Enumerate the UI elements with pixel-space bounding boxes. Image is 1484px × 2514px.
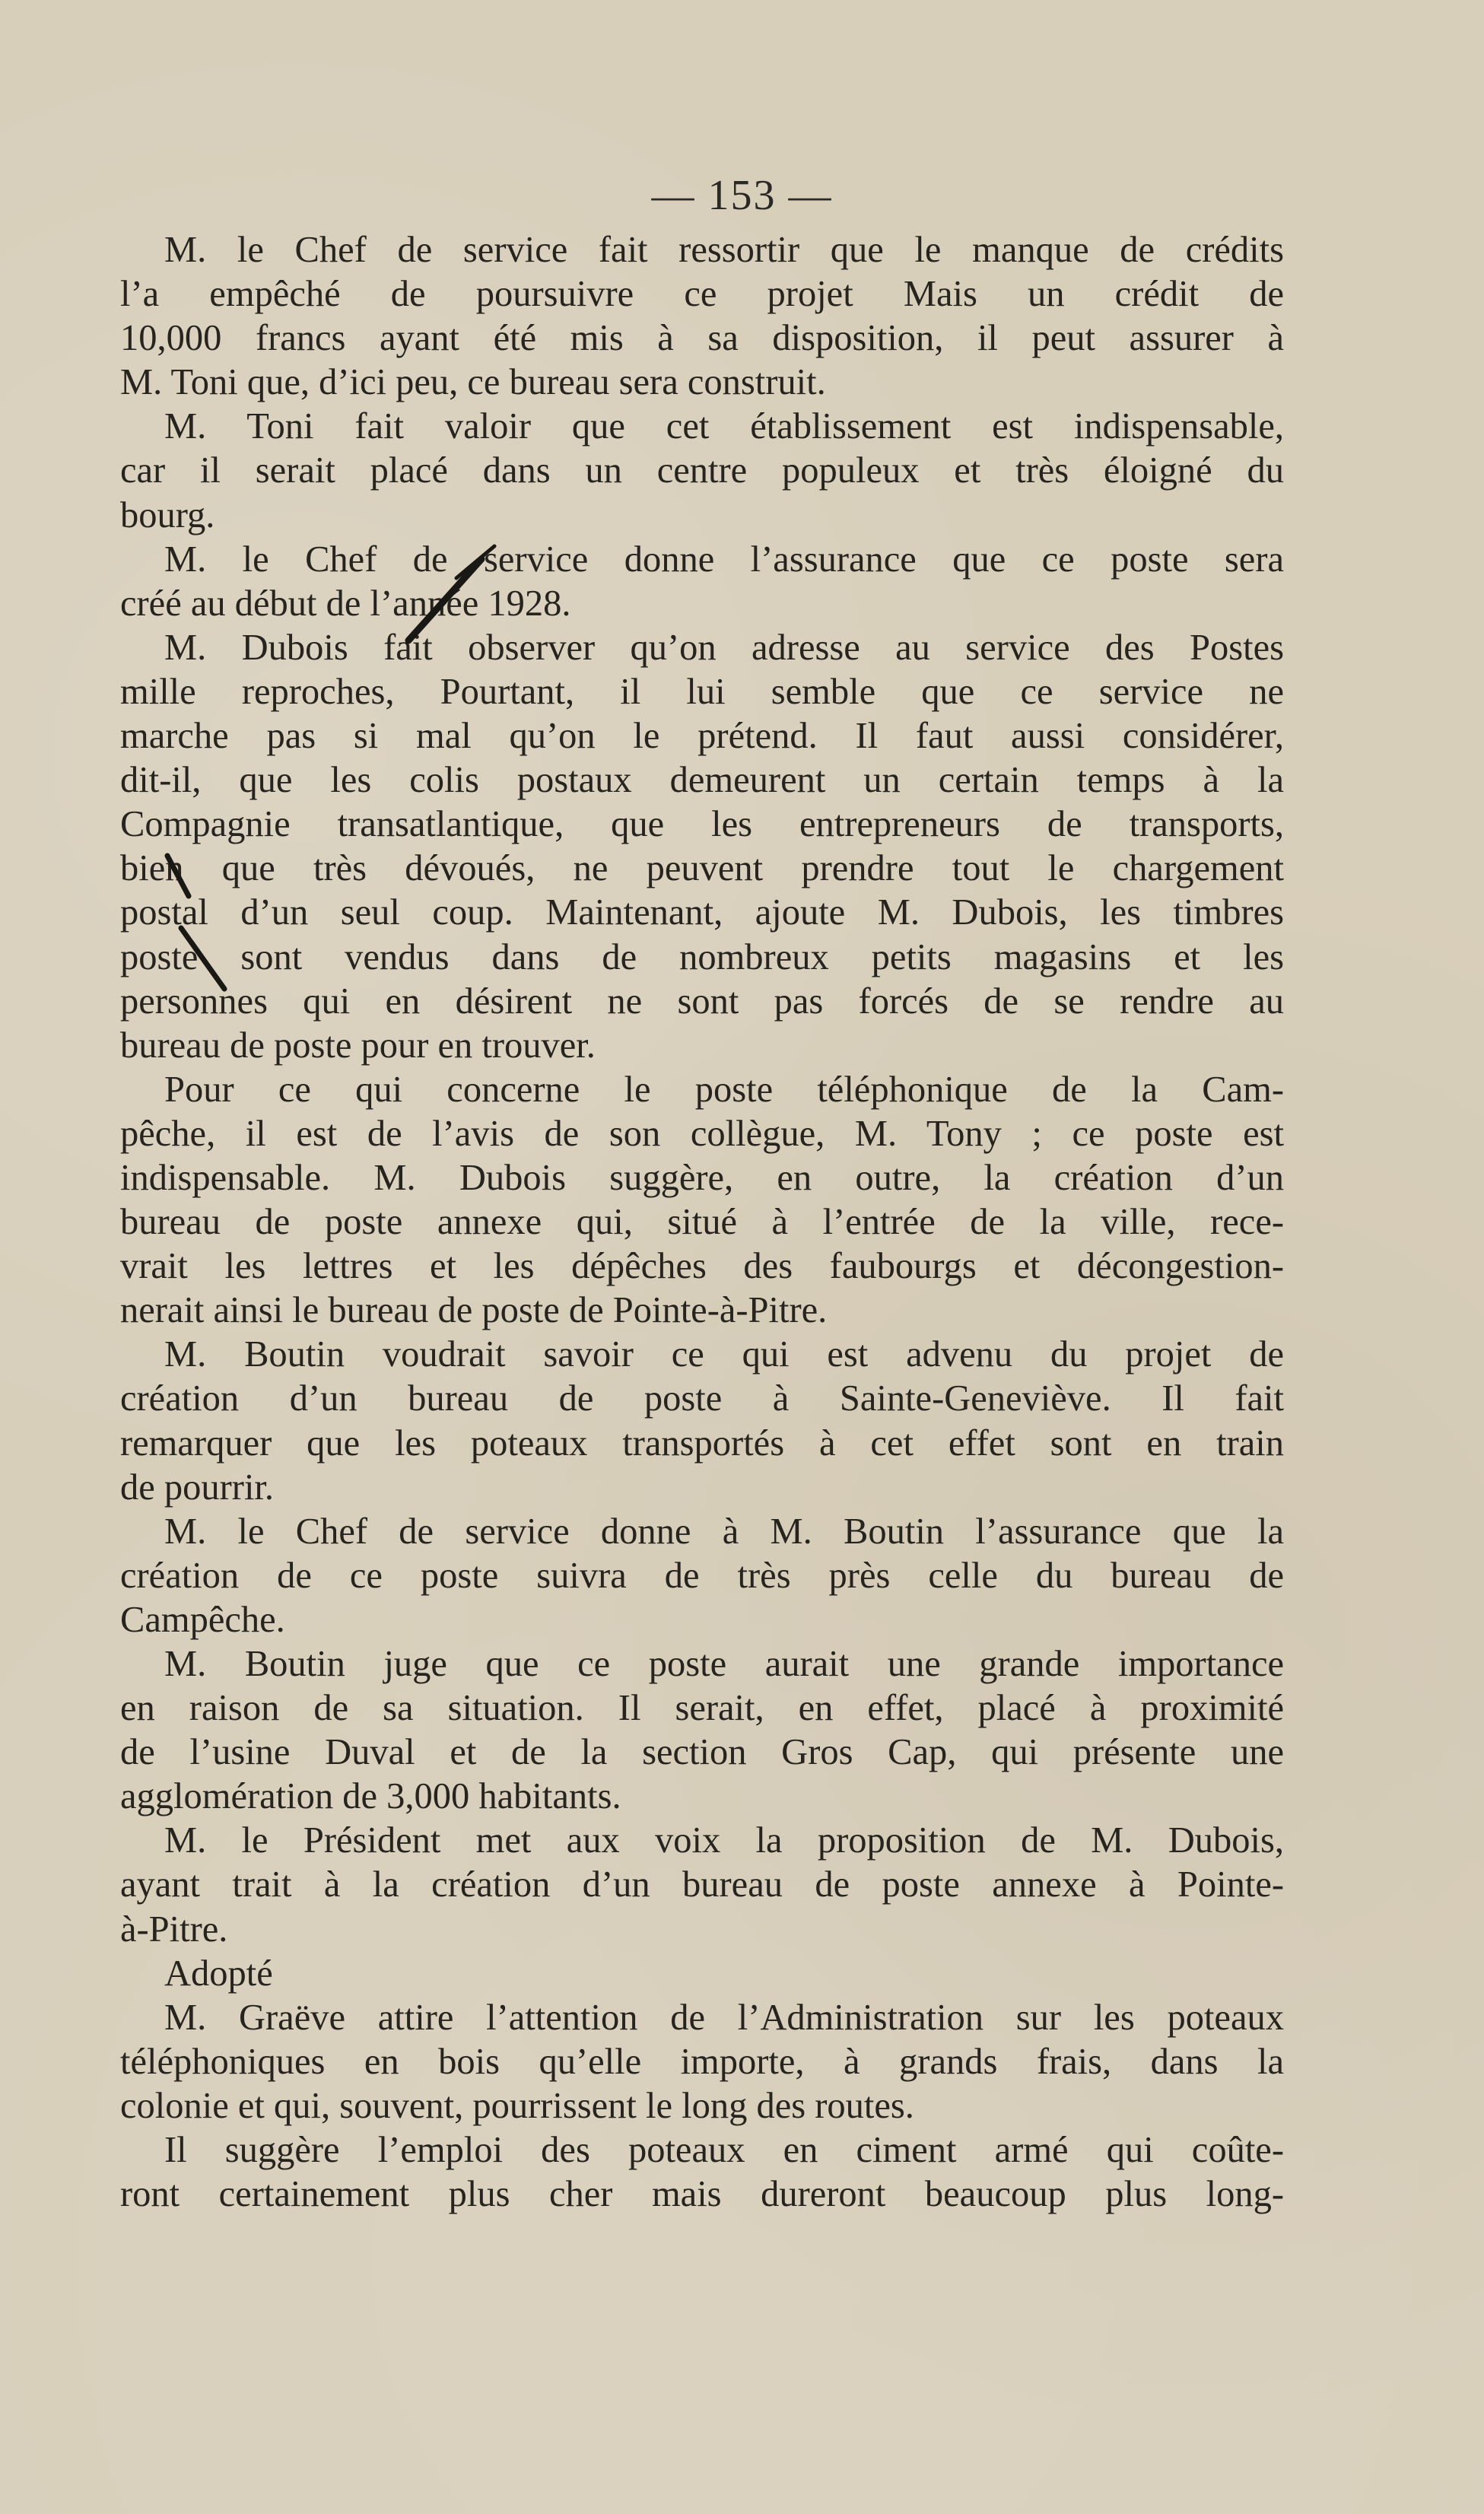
text-line: bureau de poste annexe qui, situé à l’entrée de la ville, rece- xyxy=(120,1202,1284,1243)
paragraph xyxy=(120,1068,1284,1333)
text-line: agglomération de 3,000 habitants. xyxy=(120,1776,621,1817)
text-line: postal d’un seul coup. Maintenant, ajoute M. Dubois, les timbres xyxy=(120,892,1284,933)
text-line: M. Boutin voudrait savoir ce qui est advenu du projet de xyxy=(164,1334,1284,1375)
text-line: vrait les lettres et les dépêches des faubourgs et décongestion- xyxy=(120,1246,1284,1287)
text-line: création d’un bureau de poste à Sainte-Geneviève. Il fait xyxy=(120,1378,1284,1419)
paragraph xyxy=(120,626,1284,1068)
text-line: 10,000 francs ayant été mis à sa disposition, il peut assurer à xyxy=(120,318,1284,359)
page-number: — 153 — xyxy=(651,172,833,219)
text-line: M. Graëve attire l’attention de l’Administration sur les poteaux xyxy=(164,1997,1284,2038)
text-line: ront certainement plus cher mais dureront beaucoup plus long- xyxy=(120,2174,1284,2215)
text-line: M. Dubois fait observer qu’on adresse au service des Postes xyxy=(164,627,1284,668)
text-line: M. le Chef de service donne à M. Boutin l’assurance que la xyxy=(164,1511,1284,1552)
text-line: l’a empêché de poursuivre ce projet Mais un crédit de xyxy=(120,274,1284,315)
text-line: M. le Président met aux voix la proposition de M. Dubois, xyxy=(164,1820,1284,1861)
text-line: poste sont vendus dans de nombreux petits magasins et les xyxy=(120,936,1284,977)
text-line: indispensable. M. Dubois suggère, en outre, la création d’un xyxy=(120,1157,1284,1198)
text-line: à-Pitre. xyxy=(120,1909,228,1950)
paragraph xyxy=(120,405,1284,537)
text-line: M. Boutin juge que ce poste aurait une grande importance xyxy=(164,1644,1284,1684)
text-line: Il suggère l’emploi des poteaux en ciment armé qui coûte- xyxy=(164,2130,1284,2171)
text-line: nerait ainsi le bureau de poste de Pointe-à-Pitre. xyxy=(120,1290,828,1331)
paragraph xyxy=(120,1996,1284,2128)
paragraph xyxy=(120,1642,1284,1819)
paragraph xyxy=(120,1819,1284,1951)
text-line: mille reproches, Pourtant, il lui semble que ce service ne xyxy=(120,671,1284,712)
paragraph xyxy=(120,538,1284,626)
text-line: M. le Chef de service fait ressortir que le manque de crédits xyxy=(164,230,1284,270)
text-line: M. le Chef de service donne l’assurance que ce poste sera xyxy=(164,539,1284,580)
text-line: personnes qui en désirent ne sont pas forcés de se rendre au xyxy=(120,980,1284,1022)
text-line: dit-il, que les colis postaux demeurent un certain temps à la xyxy=(120,760,1284,801)
text-line: colonie et qui, souvent, pourrissent le long des routes. xyxy=(120,2085,914,2126)
body-text xyxy=(120,228,1284,2217)
text-line: M. Toni fait valoir que cet établissement est indispensable, xyxy=(164,406,1284,447)
text-line: M. Toni que, d’ici peu, ce bureau sera construit. xyxy=(120,362,826,403)
text-line: car il serait placé dans un centre populeux et très éloigné du xyxy=(120,450,1284,491)
paragraph xyxy=(120,1333,1284,1509)
paragraph xyxy=(120,1952,1284,1996)
text-line: bourg. xyxy=(120,494,215,536)
text-line: Adopté xyxy=(164,1953,273,1994)
text-line: marche pas si mal qu’on le prétend. Il faut aussi considérer, xyxy=(120,716,1284,757)
paragraph xyxy=(120,2128,1284,2217)
text-line: Pour ce qui concerne le poste téléphonique de la Cam- xyxy=(164,1069,1284,1110)
paragraph xyxy=(120,228,1284,405)
text-line: création de ce poste suivra de très près celle du bureau de xyxy=(120,1555,1284,1596)
text-line: Compagnie transatlantique, que les entrepreneurs de transports, xyxy=(120,804,1284,845)
text-line: bien que très dévoués, ne peuvent prendre tout le chargement xyxy=(120,848,1284,889)
text-line: bureau de poste pour en trouver. xyxy=(120,1025,596,1066)
text-line: Campêche. xyxy=(120,1599,285,1640)
text-line: en raison de sa situation. Il serait, en effet, placé à proximité xyxy=(120,1688,1284,1729)
text-line: de l’usine Duval et de la section Gros Cap, qui présente une xyxy=(120,1732,1284,1773)
text-line: de pourrir. xyxy=(120,1467,275,1508)
text-line: créé au début de l’année 1928. xyxy=(120,583,571,624)
text-line: remarquer que les poteaux transportés à cet effet sont en train xyxy=(120,1422,1284,1464)
paragraph xyxy=(120,1510,1284,1642)
text-line: téléphoniques en bois qu’elle importe, à grands frais, dans la xyxy=(120,2041,1284,2082)
text-line: ayant trait à la création d’un bureau de poste annexe à Pointe- xyxy=(120,1864,1284,1905)
text-line: pêche, il est de l’avis de son collègue, M. Tony ; ce poste est xyxy=(120,1113,1284,1154)
